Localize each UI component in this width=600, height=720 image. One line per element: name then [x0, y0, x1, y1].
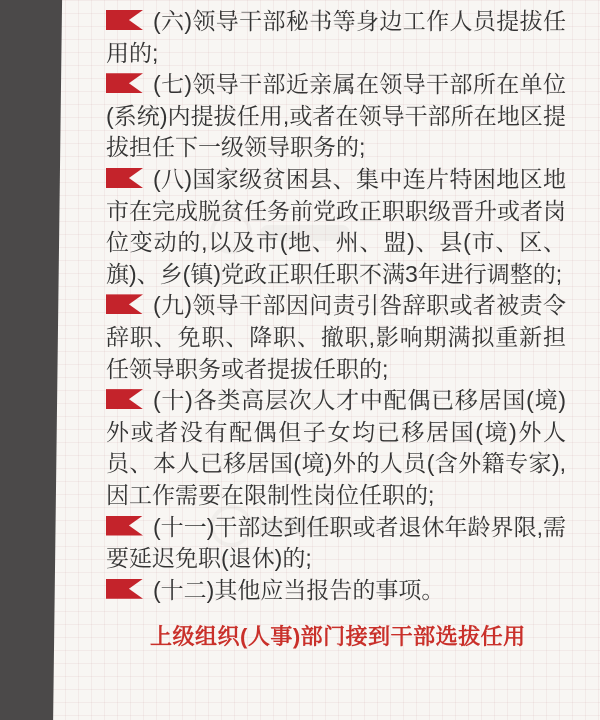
- footer-highlight-text: 上级组织(人事)部门接到干部选拔任用: [150, 624, 526, 650]
- list-item-text: (十)各类高层次人才中配偶已移居国(境)外或者没有配偶但子女均已移居国(境)外人员、本人已移居国(境)外的人员(含外籍专家),因工作需要在限制性岗位任职的;: [106, 387, 566, 508]
- items-list: [106, 6, 566, 606]
- list-item: [106, 164, 566, 290]
- flag-icon: [106, 389, 143, 409]
- list-item-text: (六)领导干部秘书等身边工作人员提拔任用的;: [106, 8, 566, 66]
- list-item: [106, 6, 566, 69]
- list-item-text: (九)领导干部因问责引咎辞职或者被责令辞职、免职、降职、撤职,影响期满拟重新担任领导职务或者提拔任职的;: [106, 292, 566, 382]
- list-item: [106, 575, 566, 607]
- list-item: [106, 290, 566, 385]
- flag-icon: [106, 10, 143, 30]
- list-item-text: (十一)干部达到任职或者退休年龄界限,需要延迟免职(退休)的;: [106, 513, 566, 572]
- flag-icon: [106, 73, 143, 93]
- list-item-text: (十二)其他应当报告的事项。: [153, 576, 445, 603]
- flag-icon: [106, 294, 143, 314]
- list-item-text: (八)国家级贫困县、集中连片特困地区地市在完成脱贫任务前党政正职职级晋升或者岗位变动的,以及市(地、州、盟)、县(市、区、旗)、乡(镇)党政正职任职不满3年进行调整的;: [106, 165, 566, 287]
- flag-icon: [106, 579, 143, 599]
- list-item: [106, 69, 566, 164]
- flag-icon: [106, 516, 143, 536]
- list-item: [106, 385, 566, 511]
- flag-icon: [106, 168, 143, 188]
- list-item-text: (七)领导干部近亲属在领导干部所在单位(系统)内提拔任用,或者在领导干部所在地区提拔担任下一级领导职务的;: [106, 71, 566, 161]
- list-item: [106, 512, 566, 575]
